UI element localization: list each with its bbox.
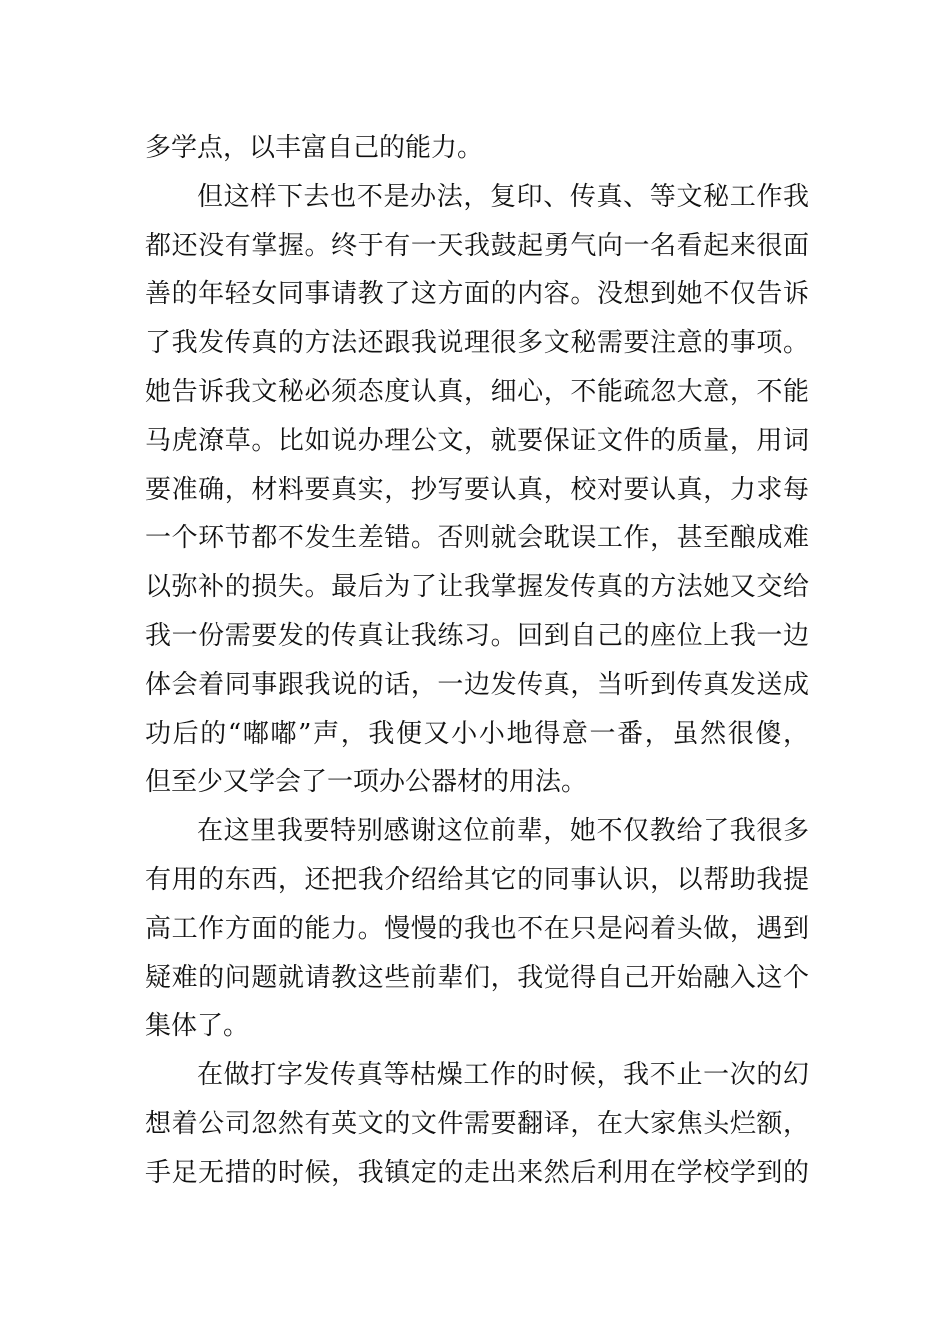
text-line: 以弥补的损失。最后为了让我掌握发传真的方法她又交给 xyxy=(145,572,809,603)
text-line: 在做打字发传真等枯燥工作的时候，我不止一次的幻 xyxy=(197,1060,809,1091)
text-line: 善的年轻女同事请教了这方面的内容。没想到她不仅告诉 xyxy=(145,279,809,310)
text-line: 但至少又学会了一项办公器材的用法。 xyxy=(145,767,588,798)
body-text xyxy=(145,124,809,1198)
text-line: 在这里我要特别感谢这位前辈，她不仅教给了我很多 xyxy=(197,816,809,847)
text-line: 体会着同事跟我说的话，一边发传真，当听到传真发送成 xyxy=(145,669,809,700)
text-line: 要准确，材料要真实，抄写要认真，校对要认真，力求每 xyxy=(145,474,809,505)
text-line: 她告诉我文秘必须态度认真，细心，不能疏忽大意，不能 xyxy=(145,376,809,407)
text-line: 马虎潦草。比如说办理公文，就要保证文件的质量，用词 xyxy=(145,425,809,456)
text-line: 但这样下去也不是办法，复印、传真、等文秘工作我 xyxy=(197,181,809,212)
text-line: 想着公司忽然有英文的文件需要翻译，在大家焦头烂额， xyxy=(145,1108,809,1139)
text-line: 疑难的问题就请教这些前辈们，我觉得自己开始融入这个 xyxy=(145,962,809,993)
text-line: 我一份需要发的传真让我练习。回到自己的座位上我一边 xyxy=(145,620,809,651)
text-line: 一个环节都不发生差错。否则就会耽误工作，甚至酿成难 xyxy=(145,523,809,554)
text-line: 高工作方面的能力。慢慢的我也不在只是闷着头做，遇到 xyxy=(145,913,809,944)
text-line: 了我发传真的方法还跟我说理很多文秘需要注意的事项。 xyxy=(145,328,809,359)
text-line: 手足无措的时候，我镇定的走出来然后利用在学校学到的 xyxy=(145,1157,809,1188)
text-line: 集体了。 xyxy=(145,1011,250,1042)
text-line: 功后的“嘟嘟”声，我便又小小地得意一番，虽然很傻， xyxy=(145,718,809,749)
text-line: 多学点，以丰富自己的能力。 xyxy=(145,133,484,163)
text-line: 有用的东西，还把我介绍给其它的同事认识，以帮助我提 xyxy=(145,864,809,895)
text-line: 都还没有掌握。终于有一天我鼓起勇气向一名看起来很面 xyxy=(145,230,809,261)
